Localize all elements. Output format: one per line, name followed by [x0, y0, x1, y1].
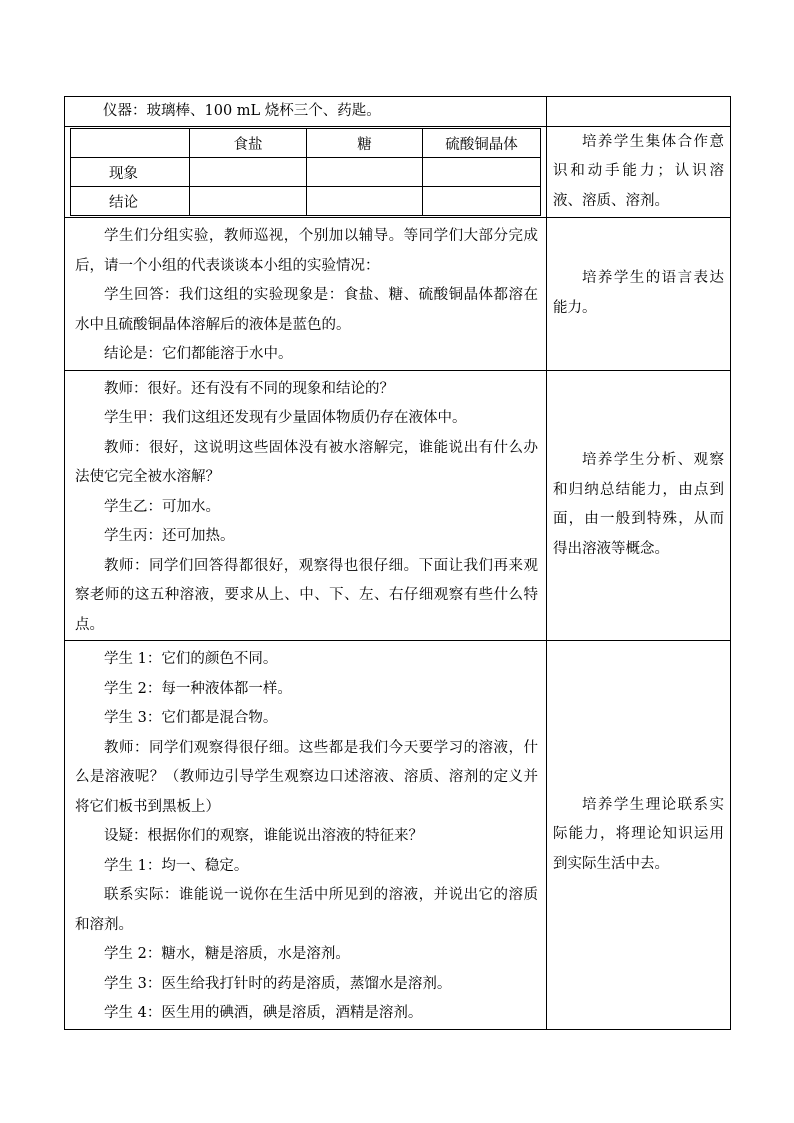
block3-paragraph: 学生 1：均一、稳定。 [104, 857, 249, 874]
block1-row [65, 218, 731, 371]
experiment-header-cell: 硫酸铜晶体 [423, 129, 541, 158]
block1-cell [65, 218, 547, 371]
block2-paragraph: 教师：很好，这说明这些固体没有被水溶解完，谁能说出有什么办法使它完全被水溶解？ [75, 439, 538, 485]
block2-paragraph: 教师：很好。还有没有不同的现象和结论的？ [104, 380, 394, 397]
block2-row [65, 370, 731, 641]
experiment-row-conclusion [71, 187, 541, 216]
experiment-header-cell [71, 129, 190, 158]
experiment-row [65, 127, 731, 218]
block3-paragraph: 设疑：根据你们的观察，谁能说出溶液的特征来？ [104, 828, 423, 844]
experiment-cell-blank [423, 187, 541, 216]
block3-paragraph: 学生 1：它们的颜色不同。 [104, 651, 278, 667]
experiment-cell [65, 127, 547, 218]
block2-cell [65, 370, 547, 641]
experiment-cell-blank [190, 158, 307, 187]
instruments-text: 仪器：玻璃棒、100 mL 烧杯三个、药匙。 [103, 103, 381, 119]
block3-paragraph: 联系实际：谁能说一说你在生活中所见到的溶液，并说出它的溶质和溶剂。 [75, 887, 538, 933]
block3-row [65, 641, 731, 1030]
block2-note-cell [547, 370, 731, 641]
block2-paragraph: 教师：同学们回答得都很好，观察得也很仔细。下面让我们再来观察老师的这五种溶液，要求从上、中、下、左、右仔细观察有些什么特点。 [75, 557, 538, 633]
experiment-cell-blank [423, 158, 541, 187]
instruments-cell [65, 97, 547, 127]
lesson-plan-table [64, 96, 731, 1030]
block3-paragraph: 学生 2：每一种液体都一样。 [104, 680, 292, 697]
experiment-header-cell: 糖 [307, 129, 423, 158]
block1-note-cell [547, 218, 731, 371]
experiment-cell-blank [307, 158, 423, 187]
experiment-row-label: 现象 [71, 158, 190, 187]
experiment-cell-blank [307, 187, 423, 216]
instruments-note-cell [547, 97, 731, 127]
experiment-note-cell [547, 127, 731, 218]
instruments-row [65, 97, 731, 127]
block2-paragraph: 学生丙：还可加热。 [104, 528, 235, 544]
block3-note: 培养学生理论联系实际能力，将理论知识运用到实际生活中去。 [553, 796, 724, 872]
block2-note: 培养学生分析、观察和归纳总结能力，由点到面，由一般到特殊，从而得出溶液等概念。 [553, 452, 724, 557]
block3-cell [65, 641, 547, 1030]
block2-paragraph: 学生乙：可加水。 [104, 498, 220, 515]
block1-paragraph: 学生们分组实验，教师巡视，个别加以辅导。等同学们大部分完成后，请一个小组的代表谈谈本小组的实验情况： [75, 228, 538, 274]
experiment-row-label: 结论 [71, 187, 190, 216]
experiment-header-cell: 食盐 [190, 129, 307, 158]
experiment-cell-blank [190, 187, 307, 216]
block3-paragraph: 学生 4：医生用的碘酒，碘是溶质，酒精是溶剂。 [104, 1005, 423, 1021]
experiment-note: 培养学生集体合作意识和动手能力；认识溶液、溶质、溶剂。 [553, 133, 724, 209]
experiment-table [70, 128, 541, 216]
block3-note-cell [547, 641, 731, 1030]
block3-paragraph: 学生 3：医生给我打针时的药是溶质，蒸馏水是溶剂。 [104, 975, 452, 992]
block3-paragraph: 学生 3：它们都是混合物。 [104, 710, 278, 726]
experiment-header-row [71, 129, 541, 158]
block1-paragraph: 结论是：它们都能溶于水中。 [104, 346, 293, 362]
block3-paragraph: 学生 2：糖水，糖是溶质，水是溶剂。 [104, 946, 350, 962]
block2-paragraph: 学生甲：我们这组还发现有少量固体物质仍存在液体中。 [104, 410, 467, 426]
experiment-row-phenomenon [71, 158, 541, 187]
block3-paragraph: 教师：同学们观察得很仔细。这些都是我们今天要学习的溶液，什么是溶液呢？（教师边引导学生观察边口述溶液、溶质、溶剂的定义并将它们板书到黑板上） [75, 739, 538, 815]
block1-note: 培养学生的语言表达能力。 [553, 270, 724, 316]
block1-paragraph: 学生回答：我们这组的实验现象是：食盐、糖、硫酸铜晶体都溶在水中且硫酸铜晶体溶解后的液体是蓝色的。 [75, 287, 538, 333]
